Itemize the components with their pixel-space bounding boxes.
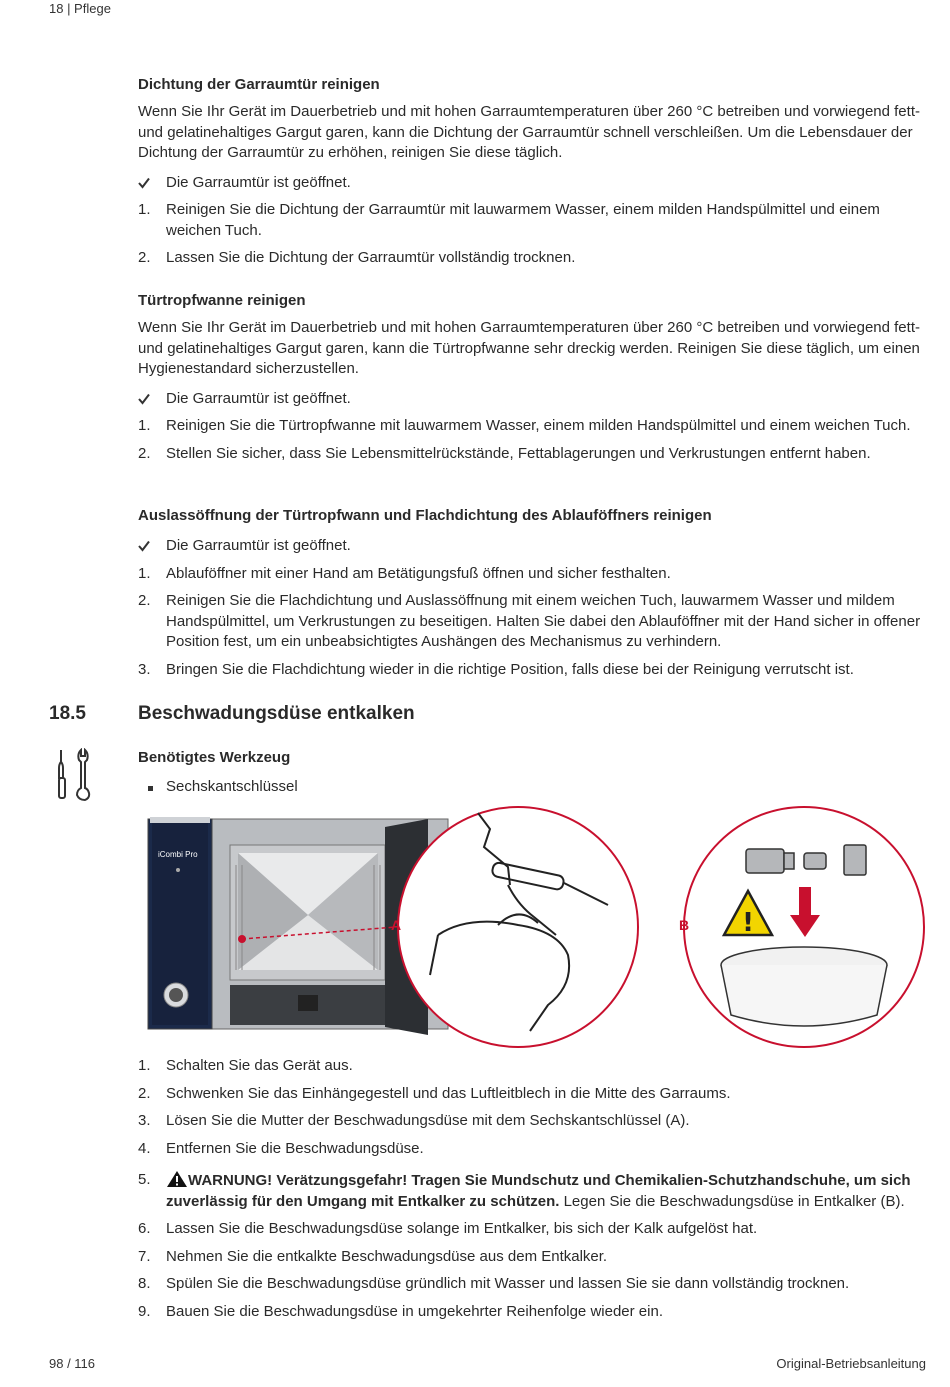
- section-number: 18.5: [49, 703, 86, 724]
- step-number: 2.: [138, 1084, 151, 1102]
- step-number: 8.: [138, 1275, 151, 1292]
- warning-triangle-icon: [166, 1172, 188, 1189]
- step-text: Lassen Sie die Dichtung der Garraumtür vollständig trocknen.: [166, 249, 576, 266]
- step-item: [138, 591, 928, 653]
- step-text: Bringen Sie die Flachdichtung wieder in die richtige Position, falls diese bei der Reinigung verrutscht ist.: [166, 660, 854, 678]
- step-number: 1.: [138, 201, 151, 218]
- section-outlet: [138, 506, 928, 680]
- checkmark-icon: [138, 173, 150, 196]
- step-number: 3.: [138, 660, 151, 678]
- step-item: [138, 416, 928, 437]
- step-item: [138, 444, 928, 465]
- step-text: Spülen Sie die Beschwadungsdüse gründlich mit Wasser und lassen Sie sie dann vollständig trocknen.: [166, 1275, 850, 1292]
- precondition: [138, 389, 928, 410]
- step-item: [138, 1219, 928, 1240]
- step-text: Stellen Sie sicher, dass Sie Lebensmittelrückstände, Fettablagerungen und Verkrustungen entfernt haben.: [166, 444, 871, 462]
- figure-label-a: A: [391, 917, 402, 933]
- heading-drip-tray: Türtropfwanne reinigen: [138, 292, 306, 309]
- bullet-icon: [138, 777, 153, 798]
- detail-circle-a: [398, 807, 638, 1047]
- step-number: 6.: [138, 1220, 151, 1237]
- precondition-text: Die Garraumtür ist geöffnet.: [166, 389, 351, 407]
- svg-text:!: !: [742, 908, 754, 938]
- step-number: 4.: [138, 1139, 151, 1157]
- step-text: Legen Sie die Beschwadungsdüse in Entkalker (B).: [559, 1192, 905, 1210]
- step-text: Reinigen Sie die Dichtung der Garraumtür mit lauwarmem Wasser, einem milden Handspülmittel und einem weichen Tuch.: [166, 201, 880, 239]
- tools-heading: Benötigtes Werkzeug: [138, 749, 291, 766]
- step-item: [138, 1139, 928, 1160]
- wrench-screwdriver-icon: [55, 748, 95, 802]
- detail-circle-b: [684, 807, 924, 1047]
- document-title: Original-Betriebsanleitung: [776, 1356, 926, 1371]
- step-item: [138, 1111, 928, 1132]
- step-item: [138, 1247, 928, 1268]
- section-drip-tray: [138, 291, 928, 464]
- step-item: [138, 660, 928, 681]
- figure-label-b: B: [679, 917, 690, 933]
- step-text: Schwenken Sie das Einhängegestell und das Luftleitblech in die Mitte des Garraums.: [166, 1084, 731, 1102]
- tool-text: Sechskantschlüssel: [166, 778, 298, 795]
- para-drip-tray: Wenn Sie Ihr Gerät im Dauerbetrieb und mit hohen Garraumtemperaturen über 260 °C betreiben und vorwiegend fett- und gelatinehaltiges Gargut garen, kann die Türtropfwanne sehr dreckig werden. Reinigen Sie diese täglich, um einen Hygienestandard sicherzustellen.: [138, 319, 920, 377]
- step-text: Reinigen Sie die Türtropfwanne mit lauwarmem Wasser, einem milden Handspülmittel und einem weichen Tuch.: [166, 417, 911, 434]
- running-header: 18 | Pflege: [49, 1, 111, 16]
- step-text: Lassen Sie die Beschwadungsdüse solange im Entkalker, bis sich der Kalk aufgelöst hat.: [166, 1220, 758, 1237]
- step-item: [138, 248, 928, 269]
- step-number: 7.: [138, 1247, 151, 1265]
- figure-descale-nozzle: [138, 805, 928, 1050]
- step-text: Nehmen Sie die entkalkte Beschwadungsdüse aus dem Entkalker.: [166, 1247, 608, 1265]
- step-item: [138, 1056, 928, 1077]
- step-item: [138, 1274, 928, 1295]
- heading-door-seal: Dichtung der Garraumtür reinigen: [138, 76, 380, 93]
- section-door-seal: [138, 75, 928, 269]
- heading-outlet: Auslassöffnung der Türtropfwann und Flachdichtung des Ablauföffners reinigen: [138, 507, 712, 524]
- step-number: 9.: [138, 1302, 151, 1320]
- steps-descale: [138, 1056, 928, 1322]
- precondition: [138, 536, 928, 557]
- precondition: [138, 173, 928, 194]
- step-item: [138, 200, 928, 241]
- step-text: Reinigen Sie die Flachdichtung und Auslassöffnung mit einem weichen Tuch, lauwarmem Wasser und mildem Handspülmittel, um Verkrustungen zu beseitigen. Halten Sie dabei den Ablauföffner mit der Hand sicher in offener Position fest, um ein unbeabsichtigtes Aushängen des Mechanismus zu verhindern.: [166, 592, 921, 650]
- step-text: Entfernen Sie die Beschwadungsdüse.: [166, 1139, 424, 1157]
- step-text: Schalten Sie das Gerät aus.: [166, 1057, 353, 1074]
- step-text: Ablauföffner mit einer Hand am Betätigungsfuß öffnen und sicher festhalten.: [166, 564, 671, 582]
- para-door-seal: Wenn Sie Ihr Gerät im Dauerbetrieb und mit hohen Garraumtemperaturen über 260 °C betreiben und vorwiegend fett- und gelatinehaltiges Gargut garen, kann die Dichtung der Garraumtür schnell verschleißen. Um die Lebensdauer der Dichtung der Garraumtür zu erhöhen, reinigen Sie diese täglich.: [138, 103, 920, 161]
- step-number: 5.: [138, 1171, 151, 1188]
- section-title: Beschwadungsdüse entkalken: [138, 703, 415, 724]
- step-text: Bauen Sie die Beschwadungsdüse in umgekehrter Reihenfolge wieder ein.: [166, 1302, 663, 1320]
- step-item-warning: [138, 1170, 928, 1212]
- step-item: [138, 1302, 928, 1323]
- precondition-text: Die Garraumtür ist geöffnet.: [166, 173, 351, 191]
- step-number: 2.: [138, 444, 151, 462]
- step-item: [138, 564, 928, 585]
- precondition-text: Die Garraumtür ist geöffnet.: [166, 537, 351, 554]
- step-number: 3.: [138, 1112, 151, 1129]
- step-item: [138, 1084, 928, 1105]
- checkmark-icon: [138, 536, 150, 559]
- step-number: 1.: [138, 1057, 151, 1074]
- warning-text: WARNUNG! Verätzungsgefahr! Tragen Sie Mundschutz und Chemikalien-Schutzhandschuhe, um sich zuverlässig für den Umgang mit Entkalker zu schützen.: [166, 1172, 911, 1210]
- step-number: 2.: [138, 249, 151, 266]
- step-number: 1.: [138, 564, 151, 582]
- step-number: 1.: [138, 417, 151, 434]
- step-text: Lösen Sie die Mutter der Beschwadungsdüse mit dem Sechskantschlüssel (A).: [166, 1112, 690, 1129]
- step-number: 2.: [138, 592, 151, 609]
- oven-brand-label: iCombi Pro: [158, 850, 198, 859]
- checkmark-icon: [138, 389, 150, 412]
- tool-list-item: [138, 777, 928, 798]
- page-number: 98 / 116: [49, 1356, 96, 1371]
- tools-block: [138, 748, 928, 798]
